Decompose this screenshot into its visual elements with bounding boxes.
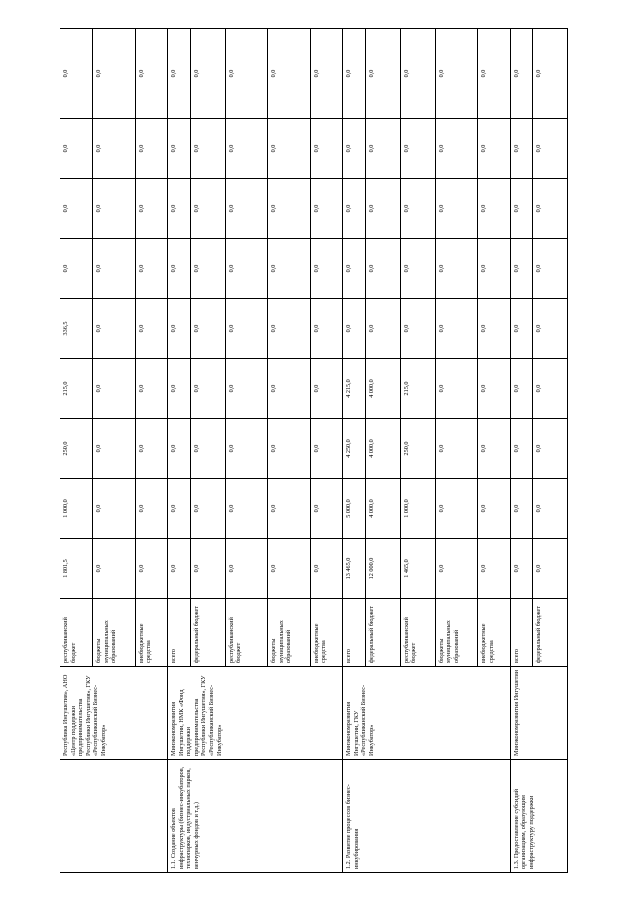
value-cell: 0,0: [510, 299, 533, 359]
value-cell: 0,0: [365, 119, 400, 179]
funding-source-cell: всего: [510, 599, 533, 667]
value-cell: 0,0: [533, 299, 568, 359]
value-cell: 0,0: [533, 239, 568, 299]
value-cell: 0,0: [225, 419, 268, 479]
value-cell: 0,0: [135, 419, 168, 479]
value-cell: 250,0: [400, 419, 435, 479]
value-cell: 0,0: [268, 299, 311, 359]
value-cell: 0,0: [510, 239, 533, 299]
value-cell: 0,0: [135, 179, 168, 239]
value-cell: 0,0: [190, 539, 225, 599]
value-cell: 0,0: [168, 239, 191, 299]
value-cell: 0,0: [343, 29, 366, 119]
budget-table: [60, 28, 568, 873]
value-cell: 0,0: [435, 359, 478, 419]
executor-cell: Республика Ингушетия», АНО «Центр поддержки предпринимательства Республики Ингушетия», ГКУ «Республиканский Бизнес-Инкубатор»: [60, 667, 168, 760]
value-cell: 0,0: [435, 539, 478, 599]
value-cell: 1 465,0: [400, 539, 435, 599]
value-cell: 0,0: [190, 419, 225, 479]
value-cell: 0,0: [310, 239, 343, 299]
value-cell: 4 000,0: [365, 419, 400, 479]
value-cell: 0,0: [478, 179, 511, 239]
value-cell: 0,0: [365, 299, 400, 359]
value-cell: 0,0: [268, 359, 311, 419]
value-cell: 1 801,5: [60, 539, 93, 599]
value-cell: 0,0: [435, 299, 478, 359]
value-cell: 0,0: [478, 419, 511, 479]
value-cell: 0,0: [135, 479, 168, 539]
value-cell: 0,0: [168, 29, 191, 119]
value-cell: 0,0: [400, 179, 435, 239]
value-cell: 0,0: [93, 359, 136, 419]
rotated-page-content: [60, 29, 568, 873]
value-cell: 0,0: [310, 419, 343, 479]
value-cell: 4 215,0: [343, 359, 366, 419]
value-cell: 0,0: [343, 239, 366, 299]
value-cell: 0,0: [310, 299, 343, 359]
value-cell: 13 465,0: [343, 539, 366, 599]
value-cell: 0,0: [135, 299, 168, 359]
value-cell: 0,0: [478, 239, 511, 299]
value-cell: 0,0: [268, 179, 311, 239]
value-cell: 215,0: [60, 359, 93, 419]
value-cell: 0,0: [93, 119, 136, 179]
value-cell: 215,0: [400, 359, 435, 419]
value-cell: 0,0: [435, 479, 478, 539]
value-cell: 0,0: [93, 179, 136, 239]
value-cell: 0,0: [268, 419, 311, 479]
value-cell: 0,0: [268, 539, 311, 599]
value-cell: 0,0: [533, 419, 568, 479]
value-cell: 0,0: [135, 119, 168, 179]
value-cell: 0,0: [510, 179, 533, 239]
value-cell: 0,0: [343, 119, 366, 179]
value-cell: 0,0: [310, 179, 343, 239]
table-row: [168, 29, 191, 873]
value-cell: 0,0: [400, 299, 435, 359]
value-cell: 0,0: [190, 29, 225, 119]
value-cell: 0,0: [190, 359, 225, 419]
value-cell: 0,0: [478, 119, 511, 179]
value-cell: 0,0: [168, 179, 191, 239]
value-cell: 0,0: [510, 539, 533, 599]
funding-source-cell: бюджеты муниципальных образований: [435, 599, 478, 667]
table-body: [60, 29, 568, 873]
value-cell: 0,0: [168, 299, 191, 359]
value-cell: 0,0: [510, 479, 533, 539]
funding-source-cell: федеральный бюджет: [365, 599, 400, 667]
table-row: [343, 29, 366, 873]
value-cell: 0,0: [510, 29, 533, 119]
value-cell: 0,0: [533, 479, 568, 539]
value-cell: 0,0: [93, 29, 136, 119]
value-cell: 12 000,0: [365, 539, 400, 599]
value-cell: 0,0: [310, 539, 343, 599]
value-cell: 0,0: [93, 479, 136, 539]
value-cell: 336,5: [60, 299, 93, 359]
value-cell: 0,0: [225, 539, 268, 599]
value-cell: 4 000,0: [365, 479, 400, 539]
value-cell: 0,0: [93, 299, 136, 359]
value-cell: 0,0: [190, 179, 225, 239]
value-cell: 0,0: [93, 239, 136, 299]
value-cell: 0,0: [435, 239, 478, 299]
value-cell: 0,0: [310, 479, 343, 539]
funding-source-cell: федеральный бюджет: [190, 599, 225, 667]
value-cell: 0,0: [268, 479, 311, 539]
value-cell: 0,0: [225, 359, 268, 419]
value-cell: 0,0: [135, 29, 168, 119]
value-cell: 0,0: [510, 119, 533, 179]
funding-source-cell: внебюджетные средства: [135, 599, 168, 667]
value-cell: 0,0: [225, 179, 268, 239]
value-cell: 0,0: [478, 299, 511, 359]
value-cell: 4 000,0: [365, 359, 400, 419]
funding-source-cell: всего: [168, 599, 191, 667]
value-cell: 0,0: [343, 179, 366, 239]
value-cell: 0,0: [533, 179, 568, 239]
value-cell: 1 000,0: [400, 479, 435, 539]
value-cell: 0,0: [60, 119, 93, 179]
value-cell: 0,0: [168, 359, 191, 419]
value-cell: 0,0: [365, 29, 400, 119]
value-cell: 0,0: [435, 419, 478, 479]
value-cell: 250,0: [60, 419, 93, 479]
value-cell: 0,0: [135, 539, 168, 599]
value-cell: 0,0: [268, 119, 311, 179]
value-cell: 0,0: [60, 29, 93, 119]
value-cell: 1 000,0: [60, 479, 93, 539]
value-cell: 0,0: [190, 479, 225, 539]
value-cell: 0,0: [168, 419, 191, 479]
value-cell: 0,0: [435, 119, 478, 179]
value-cell: 0,0: [435, 179, 478, 239]
value-cell: 0,0: [225, 299, 268, 359]
value-cell: 0,0: [400, 239, 435, 299]
funding-source-cell: бюджеты муниципальных образований: [93, 599, 136, 667]
value-cell: 0,0: [533, 119, 568, 179]
value-cell: 0,0: [365, 179, 400, 239]
measure-cell: 1.1. Создание объектов инфраструктуры (бизнес-инкубаторов, технопарков, индустриальных парков, венчурных фондов и т.д.): [168, 760, 343, 873]
funding-source-cell: республиканский бюджет: [400, 599, 435, 667]
funding-source-cell: республиканский бюджет: [60, 599, 93, 667]
value-cell: 0,0: [478, 359, 511, 419]
table-row: [60, 29, 93, 873]
value-cell: 5 000,0: [343, 479, 366, 539]
value-cell: 0,0: [478, 29, 511, 119]
value-cell: 0,0: [400, 29, 435, 119]
value-cell: 0,0: [310, 119, 343, 179]
value-cell: 0,0: [190, 299, 225, 359]
executor-cell: Минэкономразвития Ингушетии, ГКУ «Республиканский Бизнес-Инкубатор»: [343, 667, 511, 760]
funding-source-cell: бюджеты муниципальных образований: [268, 599, 311, 667]
value-cell: 0,0: [93, 539, 136, 599]
table-row: [510, 29, 533, 873]
value-cell: 0,0: [533, 29, 568, 119]
measure-cell: 1.2. Развитие процессов бизнес-инкубирования: [343, 760, 511, 873]
funding-source-cell: федеральный бюджет: [533, 599, 568, 667]
funding-source-cell: внебюджетные средства: [478, 599, 511, 667]
value-cell: 0,0: [365, 239, 400, 299]
value-cell: 0,0: [510, 419, 533, 479]
executor-cell: Минэкономразвития Ингушетии: [510, 667, 568, 760]
value-cell: 0,0: [225, 119, 268, 179]
measure-cell: [60, 760, 168, 873]
value-cell: 0,0: [310, 359, 343, 419]
value-cell: 0,0: [225, 479, 268, 539]
value-cell: 0,0: [93, 419, 136, 479]
funding-source-cell: всего: [343, 599, 366, 667]
value-cell: 0,0: [268, 239, 311, 299]
value-cell: 0,0: [510, 359, 533, 419]
value-cell: 0,0: [533, 539, 568, 599]
value-cell: 0,0: [225, 29, 268, 119]
value-cell: 0,0: [478, 479, 511, 539]
measure-cell: 1.3. Предоставление субсидий организациям, образующим инфраструктуру поддержки: [510, 760, 568, 873]
value-cell: 0,0: [190, 119, 225, 179]
funding-source-cell: внебюджетные средства: [310, 599, 343, 667]
value-cell: 0,0: [135, 359, 168, 419]
value-cell: 0,0: [400, 119, 435, 179]
value-cell: 0,0: [533, 359, 568, 419]
value-cell: 0,0: [225, 239, 268, 299]
executor-cell: Минэкономразвития Ингушетии, НМК «Фонд поддержки предпринимательства Республики Ингушетия», ГКУ «Республиканский Бизнес-Инкубатор»: [168, 667, 343, 760]
value-cell: 4 250,0: [343, 419, 366, 479]
value-cell: 0,0: [478, 539, 511, 599]
value-cell: 0,0: [168, 119, 191, 179]
value-cell: 0,0: [435, 29, 478, 119]
value-cell: 0,0: [168, 539, 191, 599]
value-cell: 0,0: [60, 239, 93, 299]
value-cell: 0,0: [168, 479, 191, 539]
funding-source-cell: республиканский бюджет: [225, 599, 268, 667]
value-cell: 0,0: [190, 239, 225, 299]
value-cell: 0,0: [343, 299, 366, 359]
value-cell: 0,0: [60, 179, 93, 239]
value-cell: 0,0: [135, 239, 168, 299]
value-cell: 0,0: [268, 29, 311, 119]
value-cell: 0,0: [310, 29, 343, 119]
